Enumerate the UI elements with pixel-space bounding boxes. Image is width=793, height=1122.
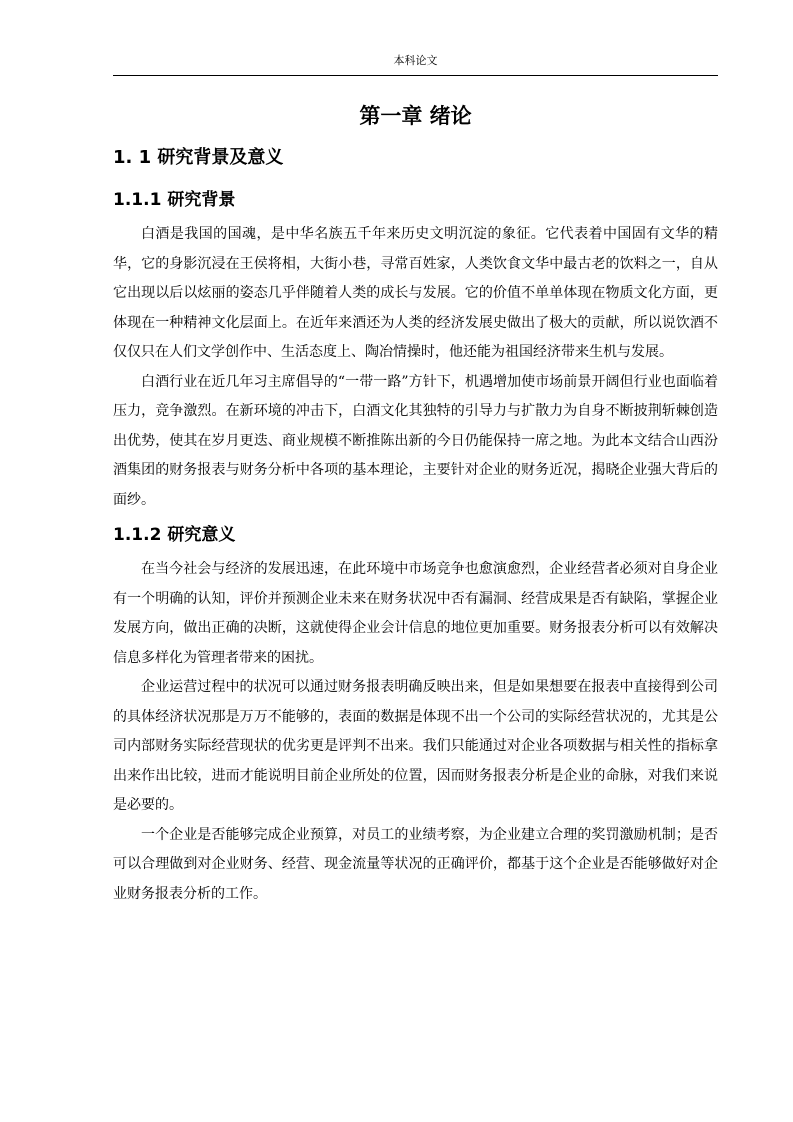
document-body xyxy=(113,96,718,909)
paragraph: 在当今社会与经济的发展迅速，在此环境中市场竞争也愈演愈烈，企业经营者必须对自身企业有一个明确的认知，评价并预测企业未来在财务状况中否有漏洞、经营成果是否有缺陷，掌握企业发展方向，做出正确的决断，这就使得企业会计信息的地位更加重要。财务报表分析可以有效解决信息多样化为管理者带来的困扰。 xyxy=(113,561,718,666)
section-title: 1. 1 研究背景及意义 xyxy=(113,147,284,168)
subsection-title-background: 1.1.1 研究背景 xyxy=(113,190,236,210)
subsection-title-significance: 1.1.2 研究意义 xyxy=(113,525,236,545)
chapter-title: 第一章 绪论 xyxy=(359,104,472,128)
header-text: 本科论文 xyxy=(393,54,438,67)
paragraph: 一个企业是否能够完成企业预算，对员工的业绩考察，为企业建立合理的奖罚激励机制；是否可以合理做到对企业财务、经营、现金流量等状况的正确评价，都基于这个企业是否能够做好对企业财务报表分析的工作。 xyxy=(113,826,718,902)
paragraph: 白酒行业在近几年习主席倡导的“一带一路”方针下，机遇增加使市场前景开阔但行业也面临着压力，竞争激烈。在新环境的冲击下，白酒文化其独特的引导力与扩散力为自身不断披荆斩棘创造出优势，使其在岁月更迭、商业规模不断推陈出新的今日仍能保持一席之地。为此本文结合山西汾酒集团的财务报表与财务分析中各项的基本理论，主要针对企业的财务近况，揭晓企业强大背后的面纱。 xyxy=(113,373,718,508)
paragraph: 白酒是我国的国魂，是中华名族五千年来历史文明沉淀的象征。它代表着中国固有文华的精华，它的身影沉浸在王侯将相，大街小巷，寻常百姓家，人类饮食文华中最古老的饮料之一，自从它出现以后以炫丽的姿态几乎伴随着人类的成长与发展。它的价值不单单体现在物质文化方面，更体现在一种精神文化层面上。在近年来酒还为人类的经济发展史做出了极大的贡献，所以说饮酒不仅仅只在人们文学创作中、生活态度上、陶冶情操时，他还能为祖国经济带来生机与发展。 xyxy=(113,226,718,360)
paragraph: 企业运营过程中的状况可以通过财务报表明确反映出来，但是如果想要在报表中直接得到公司的具体经济状况那是万万不能够的，表面的数据是体现不出一个公司的实际经营状况的，尤其是公司内部财务实际经营现状的优劣更是评判不出来。我们只能通过对企业各项数据与相关性的指标拿出来作出比较，进而才能说明目前企业所处的位置，因而财务报表分析是企业的命脉，对我们来说是必要的。 xyxy=(113,679,718,813)
page-header xyxy=(113,0,718,76)
